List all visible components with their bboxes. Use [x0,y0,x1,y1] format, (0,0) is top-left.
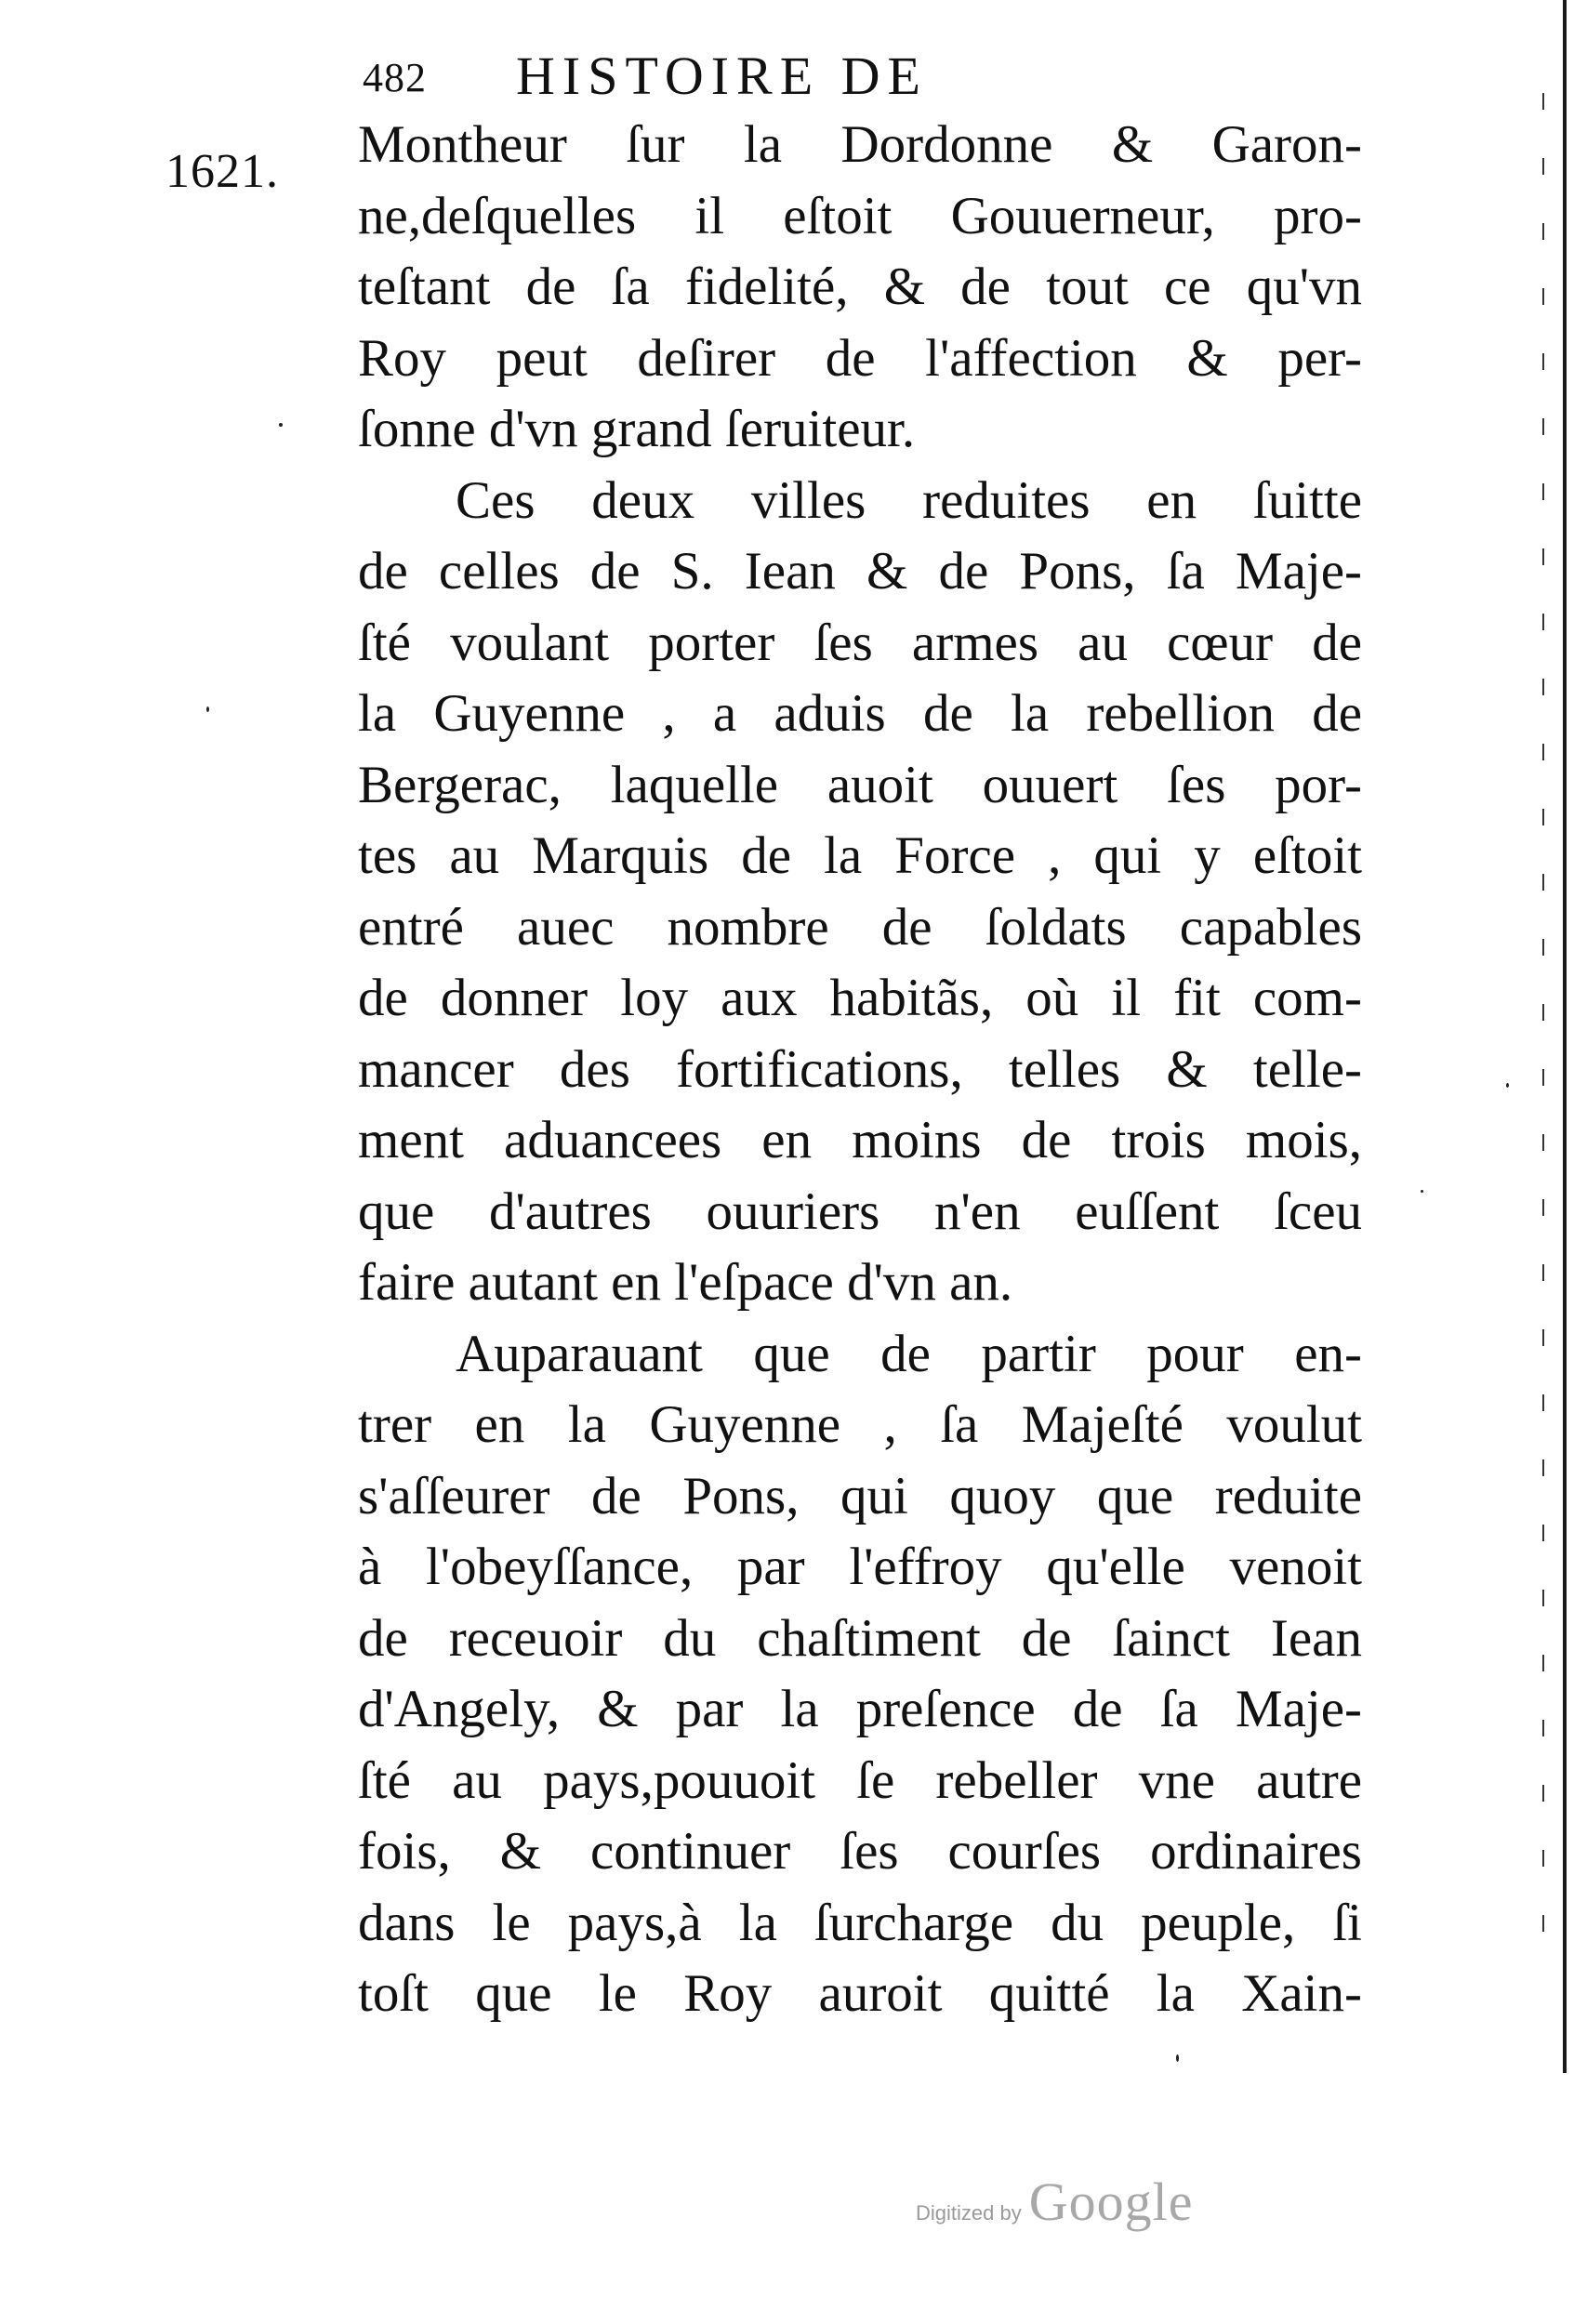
text-line: dans le pays,à la ſurcharge du peuple, ſi [358,1893,1362,1952]
body-text [358,110,1362,2030]
text-line: à l'obeyſſance, par l'effroy qu'elle venoit [358,1538,1362,1596]
text-line: entré auec nombre de ſoldats capables [358,897,1362,957]
running-head: HISTOIRE DE [516,46,928,106]
text-line: tes au Marquis de la Force , qui y eſtoit [358,826,1362,885]
scan-speck [1506,1083,1509,1088]
text-line: de receuoir du chaſtiment de ſainct Iean [358,1608,1362,1668]
text-line: ment aduancees en moins de trois mois, [358,1111,1362,1169]
scan-speck [206,706,209,712]
text-line: Auparauant que de partir pour en- [456,1324,1362,1383]
text-line: ne,deſquelles il eſtoit Gouuerneur, pro- [358,186,1362,245]
text-line: que d'autres ouuriers n'en euſſent ſceu [358,1182,1362,1241]
watermark-prefix: Digitized by [916,2201,1022,2225]
text-line: Montheur ſur la Dordonne & Garon- [358,115,1362,174]
digitization-watermark [916,2171,1193,2233]
text-line: Ces deux villes reduites en ſuitte [456,470,1362,530]
scan-speck [1421,1190,1423,1193]
binding-shadow [1542,93,1544,1952]
page-header [363,45,1199,119]
text-line: ſté au pays,pouuoit ſe rebeller vne autre [358,1750,1362,1810]
scan-speck [279,423,283,427]
scan-speck [1176,2054,1179,2062]
text-line: ſté voulant porter ſes armes au cœur de [358,613,1362,672]
text-line: Bergerac, laquelle auoit ouuert ſes por- [358,755,1362,814]
text-line: trer en la Guyenne , ſa Majeſté voulut [358,1395,1362,1454]
binding-edge [1563,0,1567,2073]
google-logo: Google [1028,2172,1194,2232]
text-line: s'aſſeurer de Pons, qui quoy que reduite [358,1466,1362,1525]
text-line: toſt que le Roy auroit quitté la Xain- [358,1964,1362,2023]
text-line: de donner loy aux habitãs, où il fit com- [358,969,1362,1027]
text-line: mancer des fortifications, telles & telle- [358,1039,1362,1099]
text-line: la Guyenne , a aduis de la rebellion de [358,684,1362,743]
text-line: d'Angely, & par la preſence de ſa Maje- [358,1680,1362,1738]
text-line: ſonne d'vn grand ſeruiteur. [358,400,916,458]
page-number: 482 [363,55,427,100]
text-line: de celles de S. Iean & de Pons, ſa Maje- [358,542,1362,601]
margin-year-note: 1621. [165,145,279,198]
text-line: fois, & continuer ſes courſes ordinaires [358,1822,1362,1881]
text-line: Roy peut deſirer de l'affection & per- [358,328,1362,388]
text-line: faire autant en l'eſpace d'vn an. [358,1253,1013,1312]
text-line: teſtant de ſa fidelité, & de tout ce qu'vn [358,257,1362,316]
